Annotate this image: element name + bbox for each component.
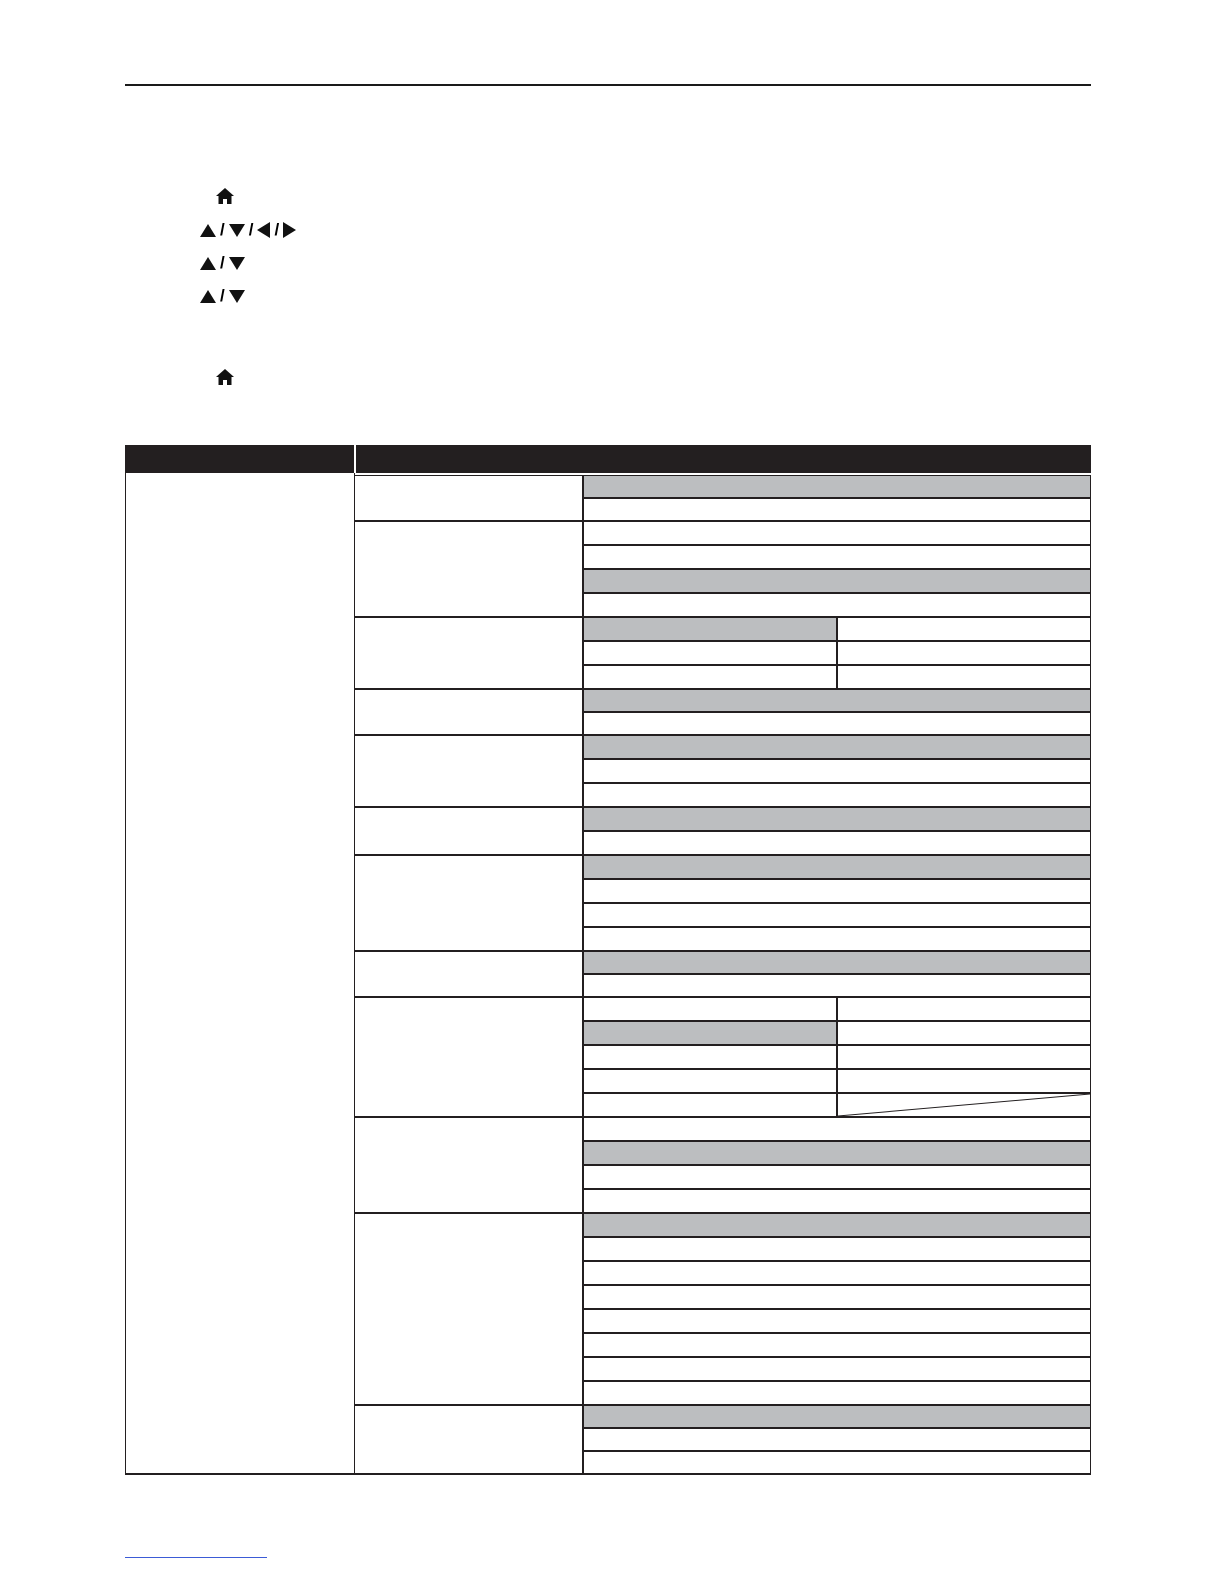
option-cell — [583, 1405, 1091, 1428]
option-cell — [583, 1428, 1091, 1451]
option-cell — [583, 1381, 1091, 1405]
right-arrow-icon — [283, 222, 296, 238]
home-icon — [216, 188, 234, 204]
up-arrow-icon — [200, 290, 216, 303]
step-4: / — [200, 285, 245, 307]
option-value-cell — [837, 1093, 1091, 1117]
option-cell — [583, 951, 1091, 974]
down-arrow-icon — [229, 290, 245, 303]
option-value-cell — [837, 1069, 1091, 1093]
option-cell — [583, 475, 1091, 498]
option-value-cell — [837, 641, 1091, 665]
option-value-cell — [837, 617, 1091, 641]
option-value-cell — [837, 1021, 1091, 1045]
submenu-cell — [354, 617, 583, 689]
option-cell — [583, 831, 1091, 855]
step-3: / — [200, 252, 245, 274]
menu-column — [125, 473, 355, 1474]
option-cell — [583, 903, 1091, 927]
option-cell — [583, 974, 1091, 997]
option-cell — [583, 712, 1091, 735]
option-cell — [583, 1237, 1091, 1261]
header-separator — [354, 445, 356, 473]
option-cell — [583, 1021, 837, 1045]
submenu-cell — [354, 521, 583, 617]
option-cell — [583, 689, 1091, 712]
top-rule — [125, 84, 1091, 86]
option-cell — [583, 1141, 1091, 1165]
option-cell — [583, 545, 1091, 569]
option-cell — [583, 1451, 1091, 1474]
step-1 — [216, 185, 234, 207]
option-cell — [583, 1093, 837, 1117]
left-arrow-icon — [257, 222, 270, 238]
down-arrow-icon — [229, 224, 245, 237]
up-arrow-icon — [200, 257, 216, 270]
option-cell — [583, 855, 1091, 879]
submenu-cell — [354, 1117, 583, 1213]
option-cell — [583, 735, 1091, 759]
option-value-cell — [837, 997, 1091, 1021]
submenu-cell — [354, 1405, 583, 1474]
down-arrow-icon — [229, 257, 245, 270]
submenu-cell — [354, 807, 583, 855]
option-cell — [583, 783, 1091, 807]
option-cell — [583, 1069, 837, 1093]
option-cell — [583, 1117, 1091, 1141]
submenu-cell — [354, 735, 583, 807]
option-cell — [583, 1333, 1091, 1357]
option-cell — [583, 593, 1091, 617]
submenu-cell — [354, 855, 583, 951]
home-icon — [216, 369, 234, 385]
option-cell — [583, 569, 1091, 593]
table-header — [125, 445, 1091, 473]
option-cell — [583, 1045, 837, 1069]
submenu-cell — [354, 689, 583, 735]
bottom-rule — [125, 1473, 1091, 1475]
option-cell — [583, 1213, 1091, 1237]
option-cell — [583, 665, 837, 689]
option-cell — [583, 1261, 1091, 1285]
option-cell — [583, 617, 837, 641]
option-cell — [583, 1309, 1091, 1333]
option-cell — [583, 927, 1091, 951]
option-cell — [583, 759, 1091, 783]
submenu-cell — [354, 997, 583, 1117]
footer-link-underline — [125, 1557, 267, 1558]
option-cell — [583, 1285, 1091, 1309]
submenu-cell — [354, 1213, 583, 1405]
option-cell — [583, 997, 837, 1021]
option-cell — [583, 1165, 1091, 1189]
option-cell — [583, 641, 837, 665]
submenu-cell — [354, 951, 583, 997]
option-cell — [583, 1357, 1091, 1381]
option-cell — [583, 521, 1091, 545]
step-2: / / / — [200, 219, 296, 241]
step-5 — [216, 366, 234, 388]
option-cell — [583, 1189, 1091, 1213]
option-value-cell — [837, 665, 1091, 689]
up-arrow-icon — [200, 224, 216, 237]
option-cell — [583, 807, 1091, 831]
submenu-cell — [354, 475, 583, 521]
option-value-cell — [837, 1045, 1091, 1069]
option-cell — [583, 498, 1091, 521]
option-cell — [583, 879, 1091, 903]
